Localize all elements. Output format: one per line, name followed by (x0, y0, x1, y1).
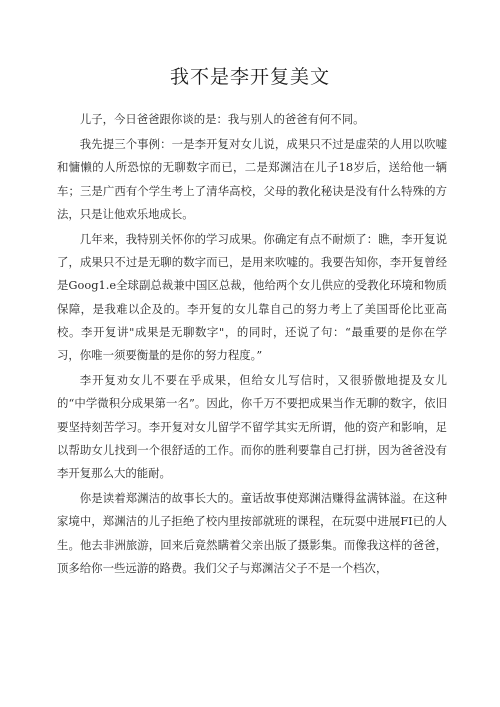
paragraph: 李开复劝女儿不要在乎成果，但给女儿写信时，又很骄傲地提及女儿的“中学微积分成果第一名”。因此，你千万不要把成果当作无聊的数字，依旧要坚持刻苦学习。李开复对女儿留学不留学其实无所谓，他的资产和影响，足以帮助女儿找到一个很舒适的工作。而你的胜利要靠自己打拼，因为爸爸没有李开复那么大的能耐。 (57, 373, 447, 481)
paragraph: 几年来，我特别关怀你的学习成果。你确定有点不耐烦了：瞧，李开复说了，成果只不过是无聊的数字而已，是用来吹嘘的。我要告知你，李开复曾经是Goog1.e全球副总裁兼中国区总裁，他给两个女儿供应的受教化环境和物质保障，是我难以企及的。李开复的女儿靠自己的努力考上了美国哥伦比亚高校。李开复讲"成果是无聊数字"，的同时，还说了句：“最重要的是你在学习，你唯一须要衡量的是你的努力程度。” (57, 232, 447, 363)
paragraph: 我先提三个事例：一是李开复对女儿说，成果只不过是虚荣的人用以吹嘘和慵懒的人所恐惊的无聊数字而已，二是郑渊洁在儿子18岁后，送给他一辆车；三是广西有个学生考上了清华高校，父母的教化秘诀是没有什么特殊的方法，只是让他欢乐地成长。 (57, 137, 447, 221)
paragraph: 你是读着郑渊洁的故事长大的。童话故事使郑渊洁赚得盆满钵溢。在这种家境中，郑渊洁的儿子拒绝了校内里按部就班的课程，在玩耍中进展FI已的人生。他去非洲旅游，回来后竟然瞒着父亲出版了摄影集。而像我这样的爸爸，顶多给你一些远游的路费。我们父子与郑渊洁父子不是一个档次， (57, 491, 447, 575)
paragraph: 儿子，今日爸爸跟你谈的是：我与别人的爸爸有何不同。 (79, 112, 365, 126)
page-title: 我不是李开复美文 (169, 66, 330, 88)
article-body (57, 108, 447, 582)
